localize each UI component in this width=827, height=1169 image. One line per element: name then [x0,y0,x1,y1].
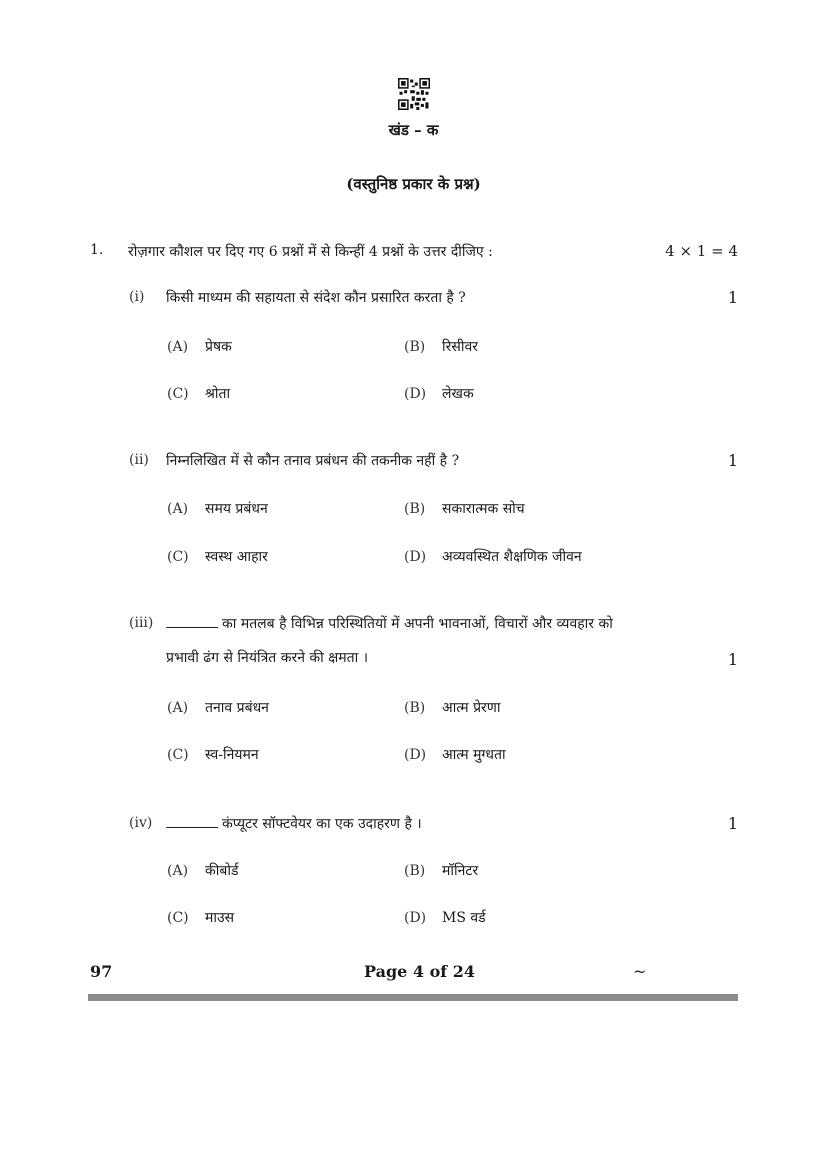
option-text: तनाव प्रबंधन [205,700,269,716]
option-a: (A) कीबोर्ड [167,863,239,879]
option-a: (A) प्रेषक [167,339,232,355]
option-text: स्वस्थ आहार [205,549,268,565]
subquestion-marks: 1 [727,814,738,833]
answer-blank [166,827,218,828]
subquestion-number: (i) [129,289,145,305]
option-c: (C) स्वस्थ आहार [167,549,268,565]
footer-divider [88,994,738,1001]
footer-mark: ~ [633,962,647,981]
option-d: (D) लेखक [404,386,474,402]
answer-blank [166,627,218,628]
section-subtitle: (वस्तुनिष्ठ प्रकार के प्रश्न) [346,175,481,193]
option-b: (B) सकारात्मक सोच [404,501,525,517]
option-d: (D) आत्म मुग्धता [404,747,506,763]
option-d: (D) अव्यवस्थित शैक्षणिक जीवन [404,549,582,565]
paper-code: 97 [90,962,113,981]
qr-code-icon [398,78,430,110]
option-c: (C) माउस [167,910,235,926]
section-title: खंड – क [388,121,439,139]
subquestion-number: (ii) [129,452,149,468]
option-text: आत्म प्रेरणा [442,700,501,716]
subquestion-number: (iv) [129,815,153,831]
subquestion-stem: का मतलब है विभिन्न परिस्थितियों में अपनी भावनाओं, विचारों और व्यवहार को प्रभावी ढंग से नियंत्रित करने की क्षमता । [166,616,613,666]
option-text: अव्यवस्थित शैक्षणिक जीवन [442,549,582,565]
page-number: Page 4 of 24 [364,962,475,981]
question-marks: 4 × 1 = 4 [665,242,738,260]
option-text: समय प्रबंधन [205,501,268,517]
option-text: प्रेषक [205,339,232,355]
option-b: (B) मॉनिटर [404,863,479,879]
option-text: श्रोता [205,386,231,402]
option-text: कीबोर्ड [205,863,239,879]
subquestion-stem: किसी माध्यम की सहायता से संदेश कौन प्रसारित करता है ? [166,290,466,306]
option-d: (D) MS वर्ड [404,910,486,926]
option-text: आत्म मुग्धता [442,747,506,763]
question-number: 1. [90,242,104,258]
subquestion-number: (iii) [129,615,154,631]
option-text: माउस [205,910,235,926]
option-text: लेखक [442,386,474,402]
subquestion-stem: कंप्यूटर सॉफ्टवेयर का एक उदाहरण है । [166,807,706,841]
option-text: स्व-नियमन [205,747,259,763]
question-instruction: रोज़गार कौशल पर दिए गए 6 प्रश्नों में से किन्हीं 4 प्रश्नों के उत्तर दीजिए : [128,244,493,260]
option-c: (C) श्रोता [167,386,231,402]
option-text: मॉनिटर [442,863,479,879]
option-text: MS वर्ड [442,910,486,926]
option-a: (A) तनाव प्रबंधन [167,700,269,716]
option-text: सकारात्मक सोच [442,501,525,517]
subquestion-marks: 1 [727,288,738,307]
subquestion-stem: निम्नलिखित में से कौन तनाव प्रबंधन की तकनीक नहीं है ? [166,453,460,469]
option-text: रिसीवर [442,339,478,355]
subquestion-marks: 1 [727,650,738,669]
option-b: (B) रिसीवर [404,339,478,355]
option-a: (A) समय प्रबंधन [167,501,268,517]
option-c: (C) स्व-नियमन [167,747,259,763]
option-b: (B) आत्म प्रेरणा [404,700,501,716]
subquestion-marks: 1 [727,451,738,470]
